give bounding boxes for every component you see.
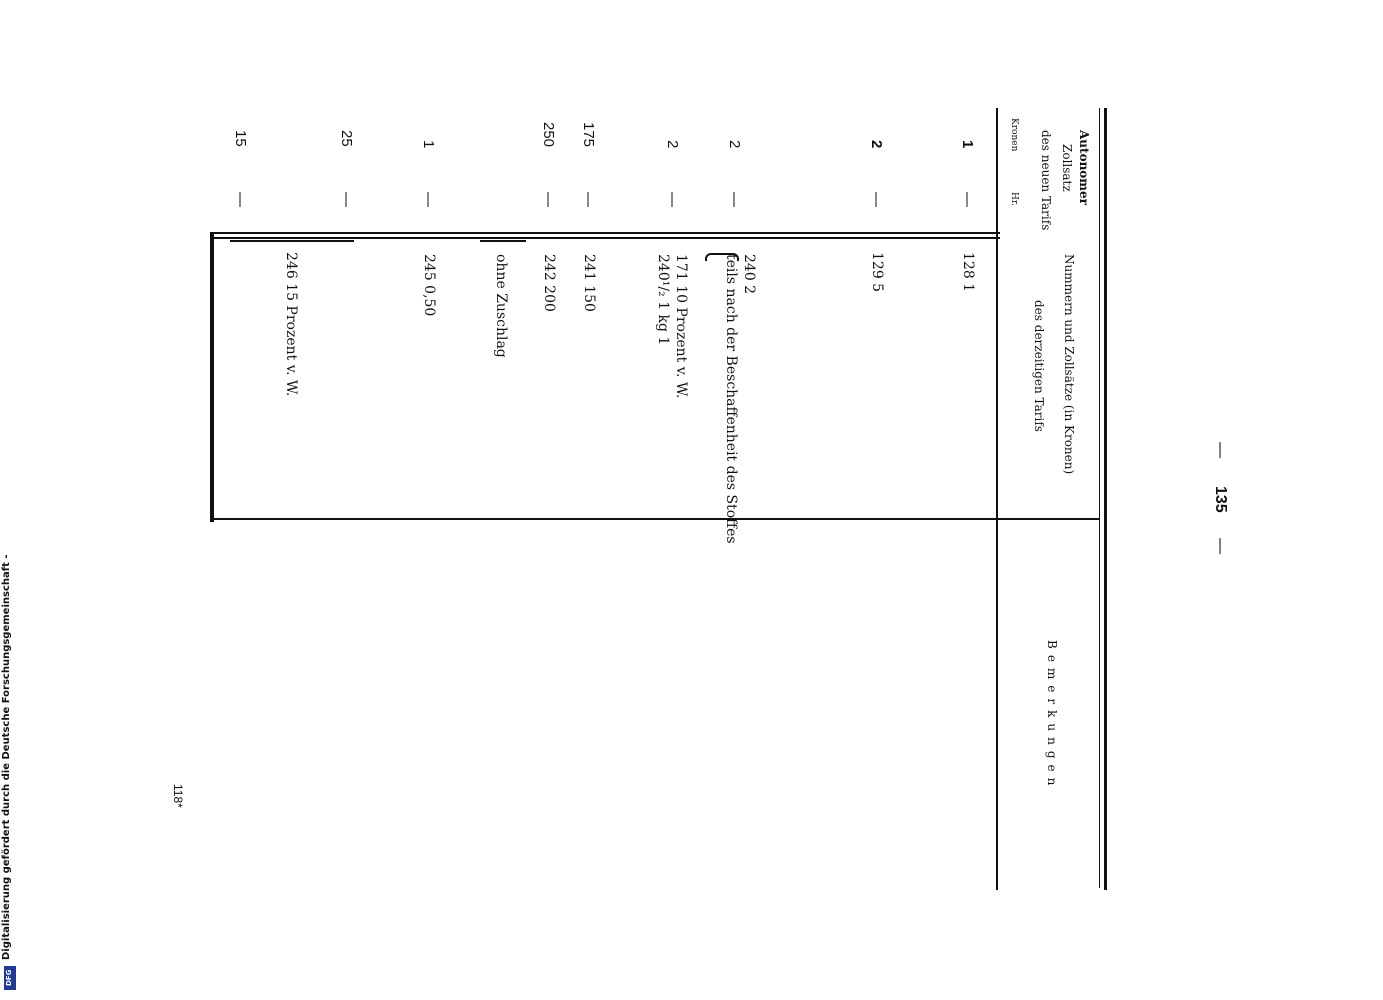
page-number: 135 <box>1212 486 1229 513</box>
dfg-logo-text: DFG <box>5 969 13 986</box>
row6-heller: — <box>540 192 557 207</box>
row8-heller: — <box>420 192 437 207</box>
row10-current: 246 15 Prozent v. W. <box>283 252 299 397</box>
row8-kronen: 1 <box>420 140 437 149</box>
header-col1-heller: Hr. <box>1009 192 1019 207</box>
col-divider-2 <box>210 518 1100 520</box>
row4-heller: — <box>664 192 681 207</box>
row7-current: ohne Zuschlag <box>493 254 509 358</box>
page-number-dash-top: — <box>1212 442 1229 458</box>
row5-kronen: 175 <box>580 122 597 148</box>
header-col1-line2: Zollsatz <box>1060 144 1074 192</box>
header-col1-line3: des neuen Tarifs <box>1039 130 1053 231</box>
row10-heller: — <box>232 192 249 207</box>
row3-current-a: 240 2 <box>741 254 757 295</box>
row8-current: 245 0,50 <box>421 254 437 317</box>
bottom-short <box>210 232 214 522</box>
row10-kronen: 15 <box>232 130 249 147</box>
row3-kronen: 2 <box>726 140 743 149</box>
row10-bracket <box>230 240 354 242</box>
header-col1-line1: Autonomer <box>1077 130 1091 205</box>
row7-bracket <box>480 240 526 242</box>
row1-heller: — <box>959 192 976 207</box>
table-top-border <box>1104 108 1107 890</box>
table-top-border-thin <box>1099 108 1100 888</box>
folio: 118* <box>171 784 185 808</box>
header-col2-line2: des derzeitigen Tarifs <box>1032 300 1046 432</box>
col-divider-1 <box>210 232 1000 234</box>
row2-heller: — <box>868 192 885 207</box>
header-col1-kronen: Kronen <box>1009 118 1019 152</box>
row4-current-b: 240¹/₂ 1 kg 1 <box>655 254 671 346</box>
dfg-logo <box>4 966 16 990</box>
row3-current-b: teils nach der Beschaffenheit des Stoffes <box>723 254 739 544</box>
page-number-dash-bottom: — <box>1212 538 1229 554</box>
row1-current: 128 1 <box>960 252 976 293</box>
header-divider <box>996 108 998 890</box>
row4-kronen: 2 <box>664 140 681 149</box>
header-col3: Bemerkungen <box>1045 640 1059 792</box>
row2-kronen: 2 <box>868 140 885 149</box>
row9-kronen: 25 <box>338 130 355 147</box>
row6-kronen: 250 <box>540 122 557 148</box>
row5-current: 241 150 <box>581 254 597 312</box>
row2-current: 129 5 <box>869 252 885 293</box>
footer-attribution: Digitalisierung gefördert durch die Deutsche Forschungsgemeinschaft - <box>1 554 12 960</box>
row5-heller: — <box>580 192 597 207</box>
row1-kronen: 1 <box>959 140 976 149</box>
col-divider-1b <box>210 237 1000 239</box>
header-col2-line1: Nummern und Zollsätze (in Kronen) <box>1062 254 1076 475</box>
row3-heller: — <box>726 192 743 207</box>
row6-current: 242 200 <box>541 254 557 312</box>
row9-heller: — <box>338 192 355 207</box>
row4-current-a: 171 10 Prozent v. W. <box>673 254 689 399</box>
